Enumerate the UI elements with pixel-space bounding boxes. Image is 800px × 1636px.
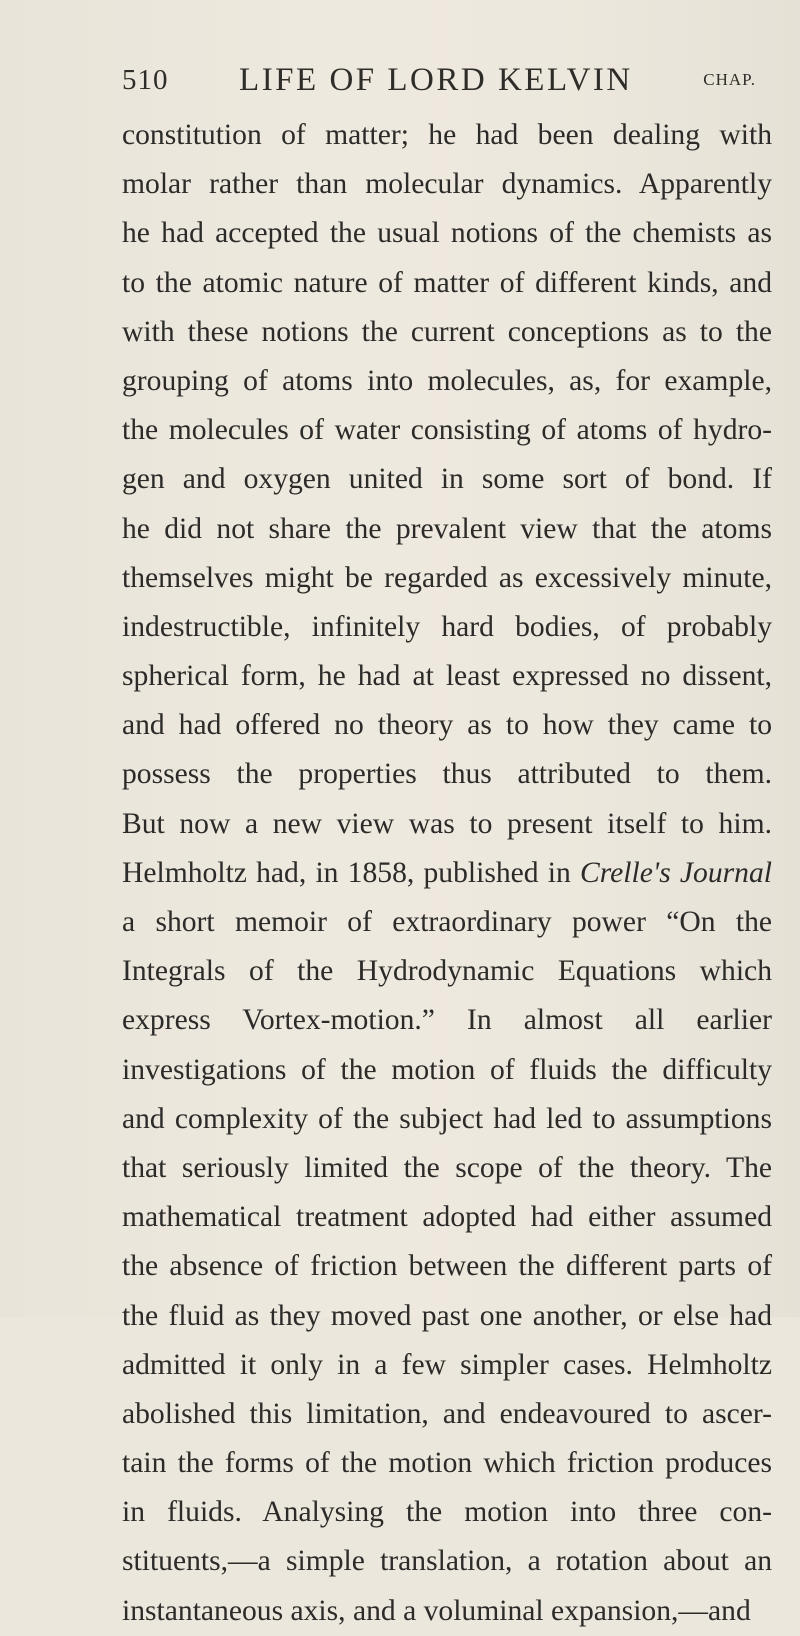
text-line: a short memoir of extraordinary power “On the	[122, 906, 772, 938]
text-line: to the atomic nature of matter of different kinds, and	[122, 266, 772, 299]
text-line: admitted it only in a few simpler cases. Helmholtz	[122, 1348, 772, 1381]
text-line: constitution of matter; he had been dealing with	[122, 119, 772, 151]
text-line: that seriously limited the scope of the theory. The	[122, 1151, 772, 1184]
text-line: possess the properties thus attributed to them.	[122, 758, 772, 791]
text-line: and had offered no theory as to how they came to	[122, 709, 772, 742]
text-line: indestructible, infinitely hard bodies, of probably	[122, 610, 772, 643]
running-title: LIFE OF LORD KELVIN	[239, 61, 633, 98]
text-line: the fluid as they moved past one another, or else had	[122, 1299, 772, 1332]
body-text	[122, 111, 772, 1636]
text-line: stituents,—a simple translation, a rotation about an	[122, 1545, 772, 1578]
text-line: in fluids. Analysing the motion into three con-	[122, 1496, 772, 1529]
text-line: molar rather than molecular dynamics. Apparently	[122, 168, 772, 201]
text-line: Integrals of the Hydrodynamic Equations which	[122, 955, 772, 988]
text-line: abolished this limitation, and endeavoured to ascer-	[122, 1397, 772, 1430]
text-line: with these notions the current conceptions as to the	[122, 315, 772, 348]
text-line: the molecules of water consisting of atoms of hydro-	[122, 414, 772, 447]
text-line: gen and oxygen united in some sort of bond. If	[122, 463, 772, 496]
text-line: instantaneous axis, and a voluminal expansion,—and	[122, 1594, 751, 1627]
journal-title: Crelle's Journal	[580, 856, 772, 889]
page-number: 510	[122, 63, 169, 96]
text-line: tain the forms of the motion which friction produces	[122, 1447, 772, 1480]
text-line: investigations of the motion of fluids the difficulty	[122, 1053, 772, 1086]
text-line: spherical form, he had at least expressed no dissent,	[122, 660, 772, 693]
page-header	[122, 62, 756, 98]
text-line: themselves might be regarded as excessively minute,	[122, 561, 772, 594]
text-line: he did not share the prevalent view that the atoms	[122, 512, 772, 545]
text-line: mathematical treatment adopted had either assumed	[122, 1201, 772, 1234]
text-line-start: Helmholtz had, in 1858, published in	[122, 856, 580, 889]
chapter-mark: CHAP.	[703, 70, 756, 89]
text-line: express Vortex-motion.” In almost all earlier	[122, 1004, 772, 1037]
text-line: grouping of atoms into molecules, as, for example,	[122, 364, 772, 397]
text-line: But now a new view was to present itself to him.	[122, 807, 772, 840]
text-line: the absence of friction between the different parts of	[122, 1250, 772, 1283]
text-line: he had accepted the usual notions of the chemists as	[122, 217, 772, 250]
text-line: and complexity of the subject had led to assumptions	[122, 1102, 772, 1135]
text-line-with-italic	[122, 849, 772, 898]
